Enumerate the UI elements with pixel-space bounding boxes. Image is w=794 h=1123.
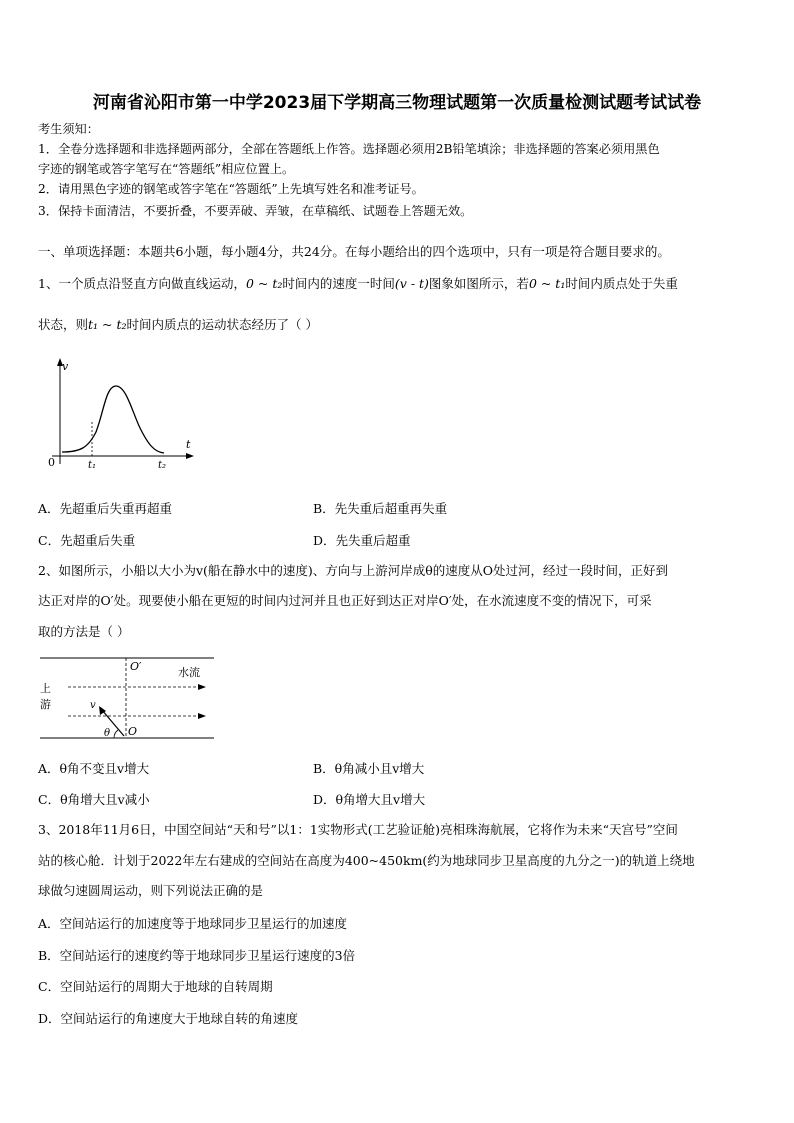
section-heading: 一、单项选择题：本题共6小题，每小题4分，共24分。在每小题给出的四个选项中，只有一项是符合题目要求的。 bbox=[38, 244, 670, 259]
q3-stem-line: 3、2018年11月6日，中国空间站“天和号”以1：1实物形式(工艺验证舱)亮相珠海航展，它将作为未来“天宫号”空间 bbox=[38, 822, 678, 837]
origin-label: 0 bbox=[48, 456, 55, 469]
v-label: v bbox=[90, 700, 96, 711]
q1-math: 0 ~ t₂ bbox=[245, 276, 283, 291]
notice-heading: 考生须知： bbox=[38, 122, 99, 136]
v-axis-label: v bbox=[62, 360, 69, 373]
t-axis-label: t bbox=[186, 438, 191, 451]
q1-text: 时间内的速度一时间 bbox=[282, 276, 395, 291]
q2-option-c[interactable]: C．θ角增大且v减小 bbox=[38, 792, 150, 807]
q1-option-c[interactable]: C．先超重后失重 bbox=[38, 533, 136, 548]
q1-math: 0 ~ t₁ bbox=[528, 276, 566, 291]
q1-option-b[interactable]: B．先失重后超重再失重 bbox=[313, 501, 448, 516]
o-label: O bbox=[128, 725, 138, 738]
q3-option-b[interactable]: B．空间站运行的速度约等于地球同步卫星运行速度的3倍 bbox=[38, 948, 356, 963]
current-arrow-1 bbox=[198, 684, 206, 690]
q2-stem-line: 达正对岸的O′处。现要使小船在更短的时间内过河并且也正好到达正对岸O′处，在水流速度不变的情况下，可采 bbox=[38, 593, 652, 608]
q1-text: 状态，则 bbox=[38, 317, 89, 332]
o-prime-label: O′ bbox=[130, 660, 142, 673]
q1-math: (v - t) bbox=[394, 276, 429, 291]
q3-stem-line: 站的核心舱．计划于2022年左右建成的空间站在高度为400~450km(约为地球同步卫星高度的九分之一)的轨道上绕地 bbox=[38, 853, 695, 868]
q1-option-d[interactable]: D．先失重后超重 bbox=[313, 533, 411, 548]
q1-text: 1、一个质点沿竖直方向做直线运动， bbox=[38, 276, 246, 291]
upstream-label-2: 游 bbox=[40, 698, 51, 711]
q3-option-d[interactable]: D．空间站运行的角速度大于地球自转的角速度 bbox=[38, 1011, 299, 1026]
q1-stem-line-1 bbox=[38, 276, 758, 292]
notice-item: 3．保持卡面清洁，不要折叠，不要弄破、弄皱，在草稿纸、试题卷上答题无效。 bbox=[38, 204, 473, 218]
current-arrow-2 bbox=[198, 713, 206, 719]
t1-label: t₁ bbox=[88, 460, 97, 471]
q3-stem-line: 球做匀速圆周运动，则下列说法正确的是 bbox=[38, 883, 264, 898]
page-title: 河南省沁阳市第一中学2023届下学期高三物理试题第一次质量检测试题考试试卷 bbox=[92, 93, 702, 113]
t2-label: t₂ bbox=[158, 460, 167, 471]
theta-arc bbox=[114, 730, 118, 738]
q3-option-a[interactable]: A．空间站运行的加速度等于地球同步卫星运行的加速度 bbox=[38, 916, 348, 931]
notice-item: 字迹的钢笔或答字笔写在“答题纸”相应位置上。 bbox=[38, 162, 295, 176]
river-figure bbox=[38, 654, 218, 744]
q1-option-a[interactable]: A．先超重后失重再超重 bbox=[38, 501, 173, 516]
upstream-label-1: 上 bbox=[40, 682, 51, 695]
vt-curve bbox=[62, 386, 164, 453]
q2-option-d[interactable]: D．θ角增大且v增大 bbox=[313, 792, 426, 807]
water-flow-label: 水流 bbox=[178, 666, 200, 679]
q1-text: 图象如图所示，若 bbox=[428, 276, 529, 291]
q2-option-b[interactable]: B．θ角减小且v增大 bbox=[313, 761, 425, 776]
notice-item: 2．请用黑色字迹的钢笔或答字笔在“答题纸”上先填写姓名和准考证号。 bbox=[38, 182, 424, 196]
q2-option-a[interactable]: A．θ角不变且v增大 bbox=[38, 761, 150, 776]
q2-stem-line: 取的方法是（ ） bbox=[38, 624, 130, 639]
vt-graph bbox=[40, 356, 200, 472]
q1-stem-line-2 bbox=[38, 317, 758, 333]
theta-label: θ bbox=[104, 728, 111, 739]
q2-stem-line: 2、如图所示，小船以大小为v(船在静水中的速度)、方向与上游河岸成θ的速度从O处过河，经过一段时间，正好到 bbox=[38, 563, 669, 578]
notice-item: 1．全卷分选择题和非选择题两部分，全部在答题纸上作答。选择题必须用2B铅笔填涂；非选择题的答案必须用黑色 bbox=[38, 142, 660, 156]
q3-option-c[interactable]: C．空间站运行的周期大于地球的自转周期 bbox=[38, 979, 273, 994]
q1-math: t₁ ~ t₂ bbox=[88, 317, 127, 332]
q1-text: 时间内质点处于失重 bbox=[565, 276, 678, 291]
q1-text: 时间内质点的运动状态经历了（ ） bbox=[126, 317, 318, 332]
t-axis-arrow bbox=[186, 453, 194, 459]
